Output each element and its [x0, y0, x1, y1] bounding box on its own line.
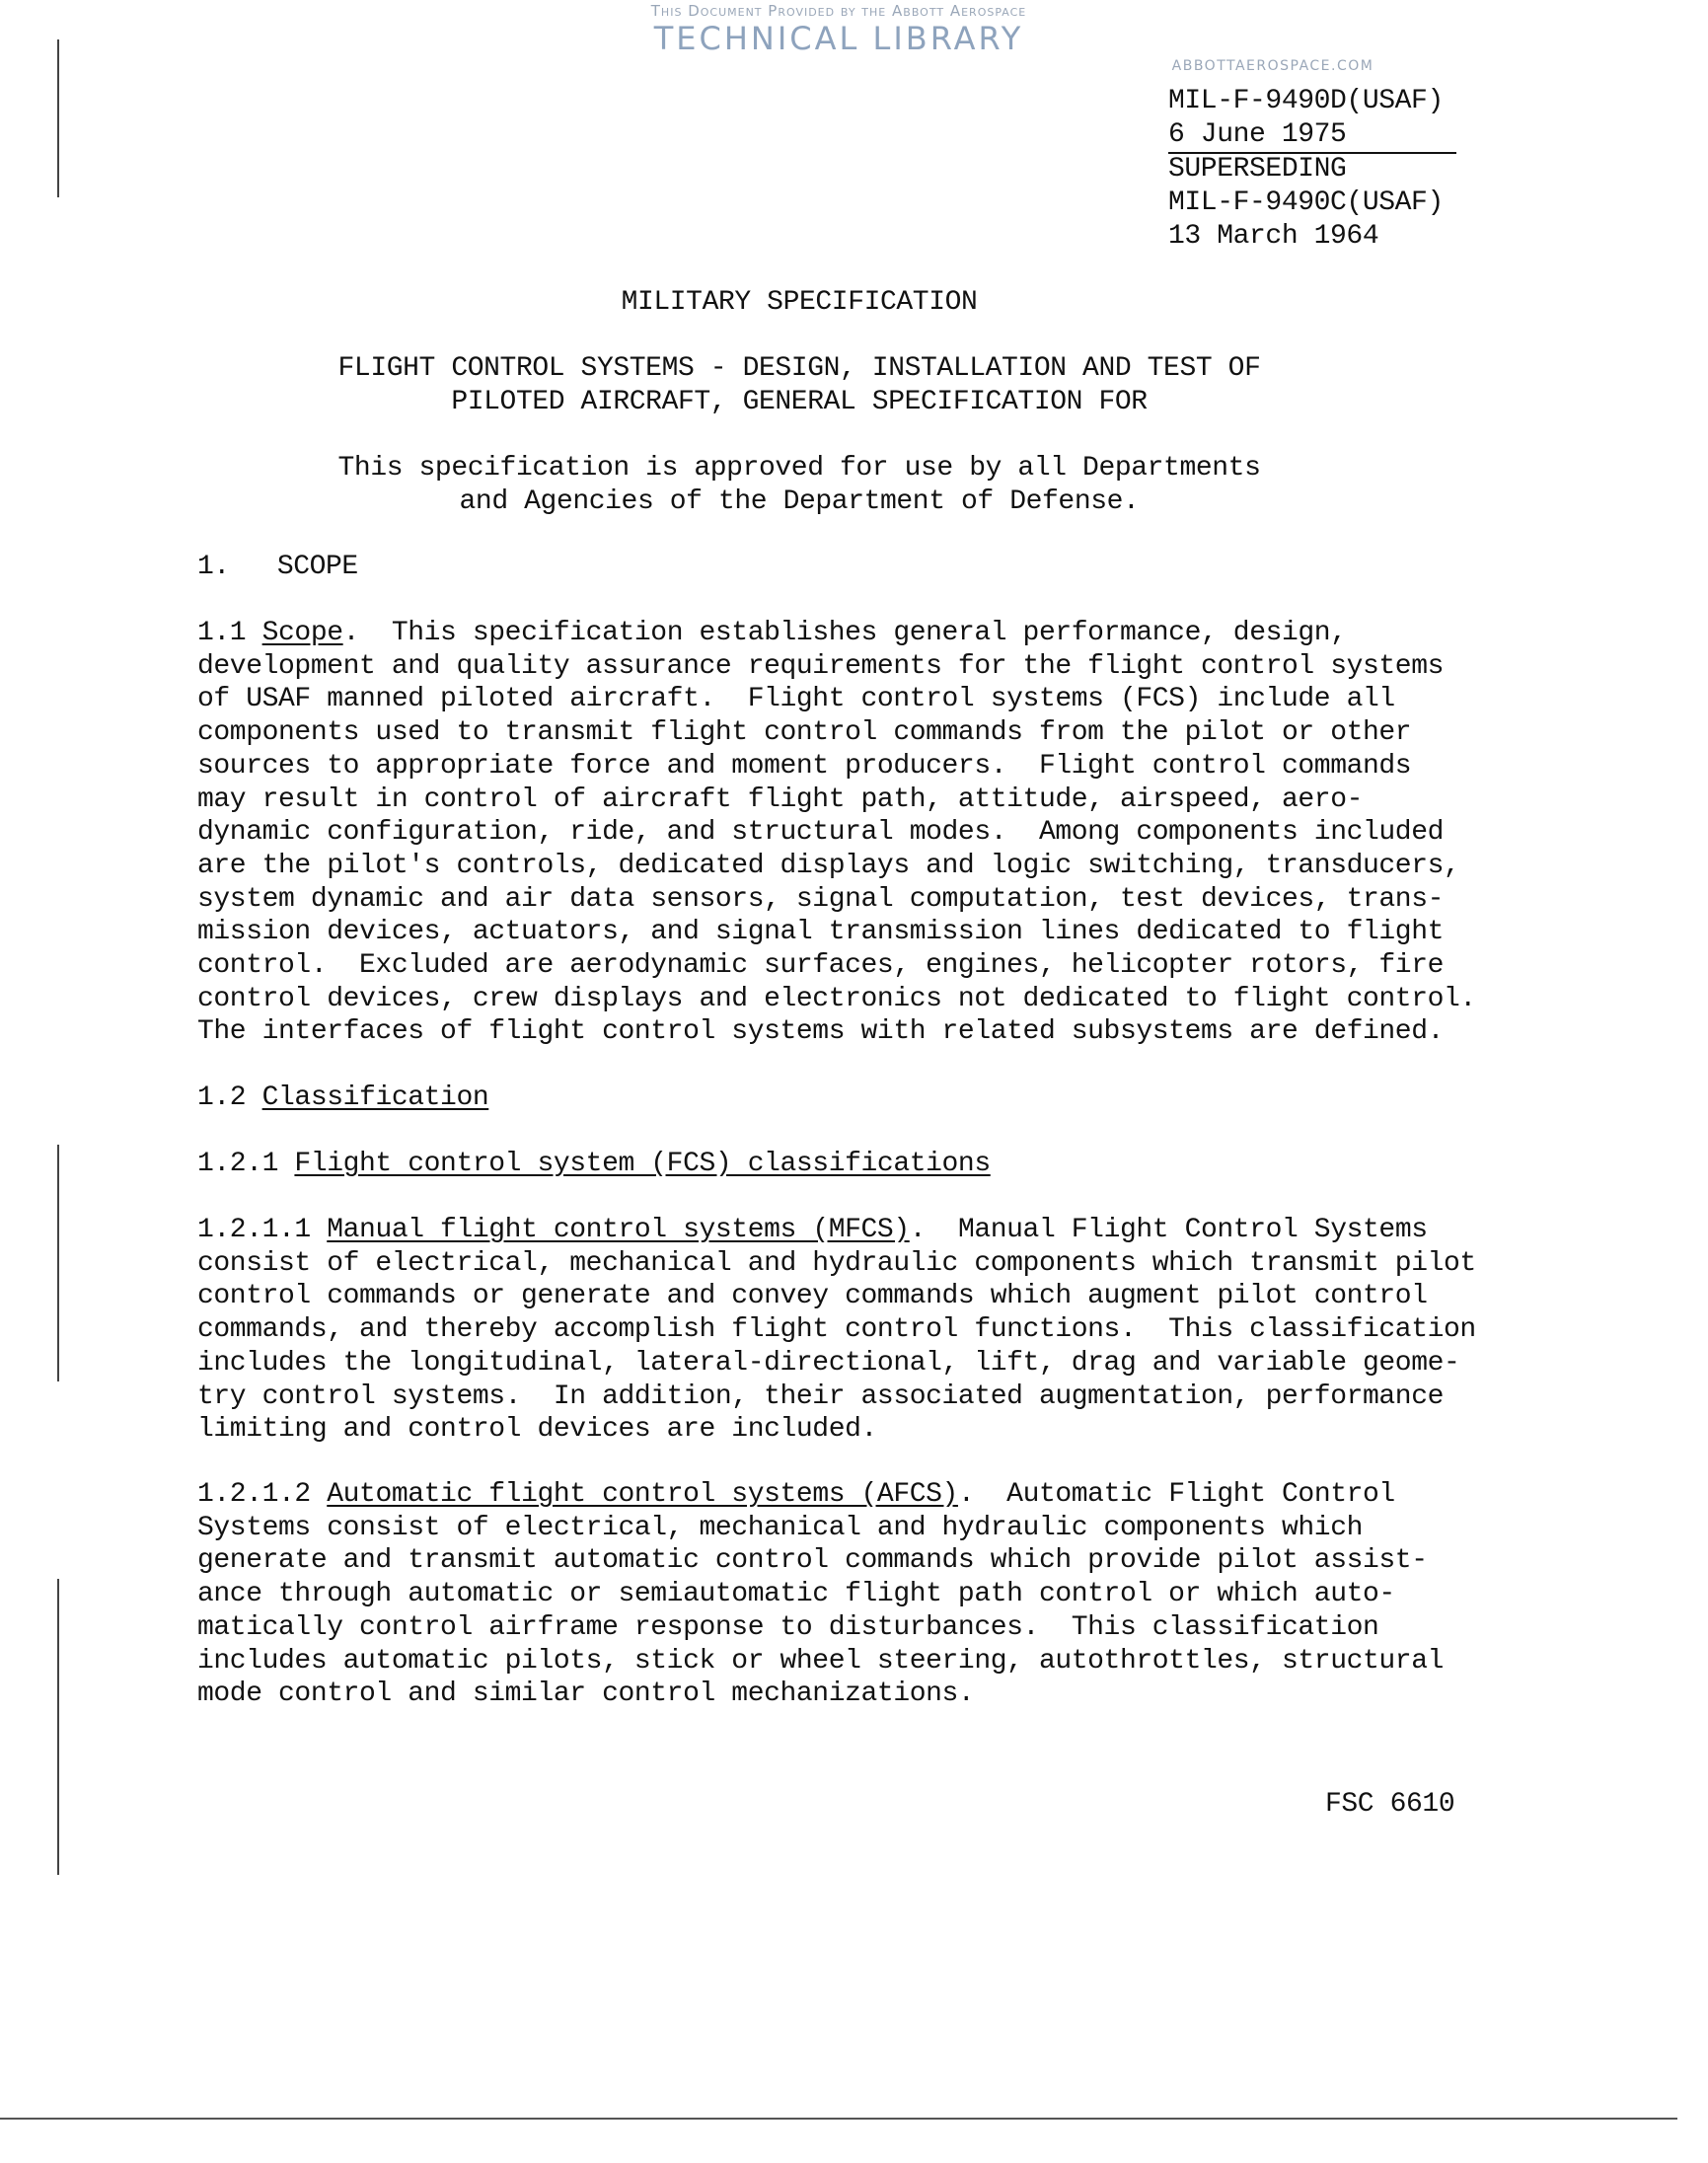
paragraph-line: dynamic configuration, ride, and structural modes. Among components included	[197, 817, 1445, 849]
paragraph-line: mission devices, actuators, and signal transmission lines dedicated to flight	[197, 917, 1445, 948]
doc-date: 6 June 1975	[1168, 118, 1347, 150]
paragraph-first-line: 1.2.1.1 Manual flight control systems (MFCS). Manual Flight Control Systems	[197, 1215, 1428, 1245]
fsc-code: FSC 6610	[1325, 1789, 1455, 1820]
watermark-url: ABBOTTAEROSPACE.COM	[1171, 58, 1374, 74]
watermark-provided-by: This Document Provided by the Abbott Aerospace	[650, 2, 1027, 20]
section-1-2-heading: 1.2 Classification	[197, 1082, 489, 1113]
paragraph-line: mode control and similar control mechanizations.	[197, 1678, 975, 1710]
paragraph-line: may result in control of aircraft flight path, attitude, airspeed, aero-	[197, 783, 1363, 815]
paragraph-number: 1.2.1.1	[197, 1215, 328, 1245]
document-header	[1168, 85, 1444, 254]
paragraph-line: of USAF manned piloted aircraft. Flight control systems (FCS) include all	[197, 684, 1395, 715]
superseded-doc-id: MIL-F-9490C(USAF)	[1168, 187, 1444, 219]
paragraph-heading: Manual flight control systems (MFCS)	[327, 1215, 910, 1245]
spec-title-line: PILOTED AIRCRAFT, GENERAL SPECIFICATION FOR	[451, 386, 1148, 417]
paragraph-heading: Automatic flight control systems (AFCS)	[327, 1479, 958, 1510]
paragraph-line: components used to transmit flight control commands from the pilot or other	[197, 717, 1412, 749]
paragraph-line: limiting and control devices are included.	[197, 1414, 877, 1446]
header-rule	[1168, 152, 1456, 154]
paragraph-first-line: 1.1 Scope. This specification establishes general performance, design,	[197, 618, 1347, 648]
section-1-2-1-heading: 1.2.1 Flight control system (FCS) classifications	[197, 1149, 991, 1179]
paragraph-line: are the pilot's controls, dedicated displays and logic switching, transducers,	[197, 850, 1460, 881]
spec-title	[0, 352, 1598, 418]
paragraph-1-2-1-2	[197, 1478, 1444, 1711]
spec-title-line: FLIGHT CONTROL SYSTEMS - DESIGN, INSTALLATION AND TEST OF	[337, 353, 1261, 384]
paragraph-line: The interfaces of flight control systems with related subsystems are defined.	[197, 1016, 1445, 1048]
paragraph-1-1	[197, 617, 1476, 1049]
paragraph-line: sources to appropriate force and moment producers. Flight control commands	[197, 750, 1412, 782]
paragraph-first-line: 1.2.1.2 Automatic flight control systems (AFCS). Automatic Flight Control	[197, 1479, 1395, 1510]
paragraph-line: commands, and thereby accomplish flight control functions. This classification	[197, 1314, 1476, 1346]
paragraph-heading: Scope	[261, 618, 343, 648]
doc-id: MIL-F-9490D(USAF)	[1168, 86, 1444, 116]
paragraph-number: 1.1	[197, 618, 262, 648]
scan-edge-mark	[57, 1145, 59, 1381]
paragraph-line: control commands or generate and convey commands which augment pilot control	[197, 1281, 1428, 1312]
paragraph-line: consist of electrical, mechanical and hydraulic components which transmit pilot	[197, 1247, 1476, 1279]
paragraph-line: control. Excluded are aerodynamic surfaces, engines, helicopter rotors, fire	[197, 950, 1445, 982]
scan-edge-mark	[57, 39, 59, 197]
approval-line: and Agencies of the Department of Defense.	[459, 485, 1140, 517]
approval-line: This specification is approved for use by all Departments	[337, 453, 1261, 484]
paragraph-line: system dynamic and air data sensors, signal computation, test devices, trans-	[197, 883, 1445, 915]
paragraph-line: Systems consist of electrical, mechanical and hydraulic components which	[197, 1512, 1363, 1543]
paragraph-number: 1.2.1.2	[197, 1479, 328, 1510]
superseding-label: SUPERSEDING	[1168, 154, 1347, 186]
paragraph-line: development and quality assurance requirements for the flight control systems	[197, 650, 1445, 682]
paragraph-line: control devices, crew displays and electronics not dedicated to flight control.	[197, 983, 1476, 1014]
approval-statement	[0, 452, 1598, 518]
paragraph-line: includes automatic pilots, stick or wheel steering, autothrottles, structural	[197, 1645, 1445, 1677]
section-1-heading: 1. SCOPE	[197, 552, 358, 582]
paragraph-line: matically control airframe response to disturbances. This classification	[197, 1611, 1379, 1643]
paragraph-line: includes the longitudinal, lateral-directional, lift, drag and variable geome-	[197, 1347, 1460, 1379]
superseded-doc-date: 13 March 1964	[1168, 220, 1379, 252]
paragraph-1-2-1-1	[197, 1214, 1476, 1447]
paragraph-line: ance through automatic or semiautomatic flight path control or which auto-	[197, 1579, 1395, 1610]
paragraph-line: generate and transmit automatic control commands which provide pilot assist-	[197, 1545, 1428, 1577]
paragraph-line: try control systems. In addition, their associated augmentation, performance	[197, 1380, 1445, 1412]
watermark-title: TECHNICAL LIBRARY	[653, 20, 1024, 57]
scan-bottom-line	[0, 2118, 1677, 2120]
spec-kind: MILITARY SPECIFICATION	[621, 287, 978, 318]
scan-edge-mark	[57, 1579, 59, 1875]
